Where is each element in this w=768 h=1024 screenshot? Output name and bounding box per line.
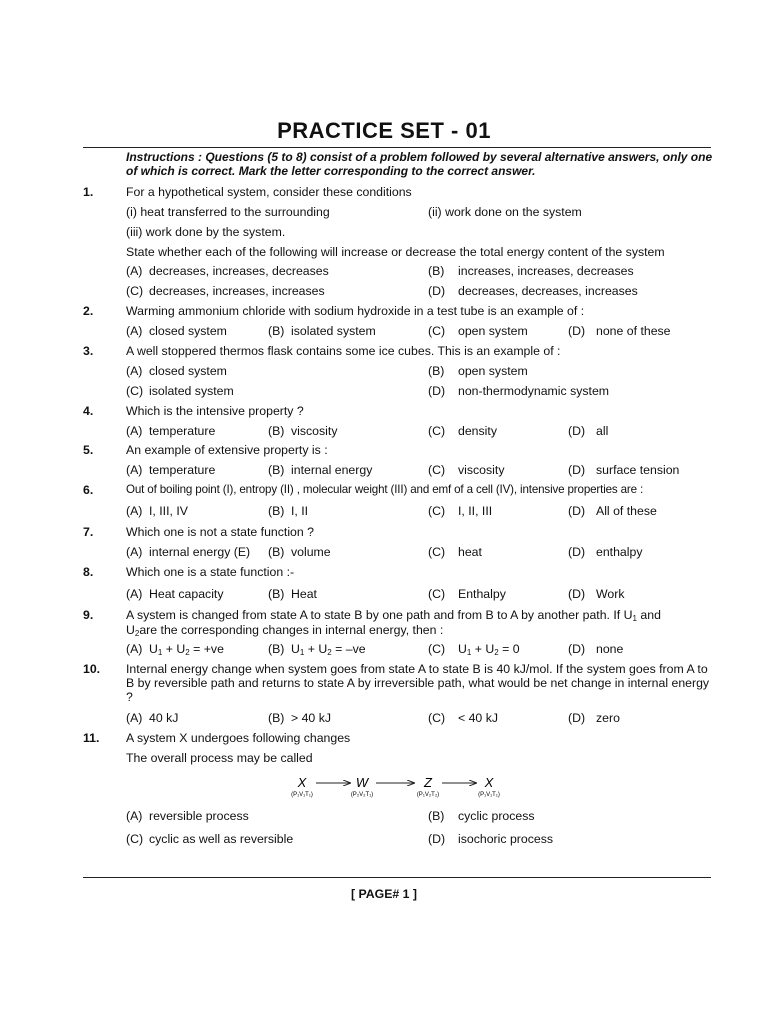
option-a: (A) decreases, increases, decreases [126,264,329,278]
process-state: Z [424,775,432,790]
option-a: (A) reversible process [126,809,249,823]
question-number: 3. [83,344,94,358]
option-d: (D) none of these [568,324,671,338]
question-text: A well stoppered thermos flask contains some ice cubes. This is an example of : [126,344,561,358]
question-number: 2. [83,304,94,318]
process-state-sub: (P₁V₁T₁) [478,792,500,798]
question-text: Which one is a state function :- [126,565,295,579]
question-text: A system X undergoes following changes [126,731,351,745]
option-d: (D) none [568,642,624,656]
question-prompt: The overall process may be called [126,751,313,765]
question-text: Which one is not a state function ? [126,525,314,539]
question-number: 5. [83,443,94,457]
question-number: 1. [83,185,94,199]
option-b: (B) isolated system [268,324,376,338]
option-c: (C) $U_1 + U_2 = 0$ [428,642,520,657]
option-c: (C) I, II, III [428,504,493,518]
option-c: (C) density [428,424,497,438]
option-c: (C) cyclic as well as reversible [126,832,294,846]
question-text: Internal energy change when system goes from state A to state B is 40 kJ/mol. If the system goes from A to B by reversible path and returns to state A by irreversible path, what would be net change in internal energy ? [126,662,710,704]
question-text-continued: $U_2are$ the corresponding changes in internal energy, then : [126,623,444,638]
option-d: (D) all [568,424,609,438]
option-a: (A) closed system [126,324,227,338]
title-divider [83,147,711,148]
option-d: (D) All of these [568,504,657,518]
process-state-sub: (P₁V₁T₁) [291,792,313,798]
question-text: Out of boiling point (I), entropy (II) , molecular weight (III) and emf of a cell (IV), intensive properties are : [126,483,644,496]
option-d: (D) surface tension [568,463,680,477]
option-d: (D) decreases, decreases, increases [428,284,638,298]
option-c: (C) Enthalpy [428,587,506,601]
option-c: (C) decreases, increases, increases [126,284,325,298]
option-b: (B) open system [428,364,528,378]
process-state-sub: (P₁V₂T₂) [416,792,440,798]
option-a: (A) temperature [126,424,216,438]
option-b: (B) internal energy [268,463,373,477]
question-number: 4. [83,404,94,418]
option-a: (A) 40 kJ [126,711,179,725]
option-b: (B) volume [268,545,331,559]
question-text: For a hypothetical system, consider these conditions [126,185,412,199]
process-state: X [297,775,307,790]
option-d: (D) Work [568,587,625,601]
process-state-sub: (P₂V₂T₁) [350,792,374,798]
condition-item: (iii) work done by the system. [126,225,286,239]
page-title: PRACTICE SET - 01 [277,118,491,143]
option-b: (B) increases, increases, decreases [428,264,634,278]
option-d: (D) isochoric process [428,832,553,846]
question-number: 6. [83,483,94,497]
condition-item: (ii) work done on the system [428,205,582,219]
condition-item: (i) heat transferred to the surrounding [126,205,330,219]
process-diagram [0,775,768,805]
option-c: (C) < 40 kJ [428,711,498,725]
question-text: A system is changed from state A to state B by one path and from B to A by another path. If $U_1$ and [126,608,661,623]
question-number: 11. [83,731,100,745]
option-a: (A) closed system [126,364,227,378]
question-number: 9. [83,608,94,622]
question-text: An example of extensive property is : [126,443,328,457]
option-c: (C) viscosity [428,463,505,477]
question-number: 8. [83,565,94,579]
question-number: 7. [83,525,94,539]
option-d: (D) zero [568,711,620,725]
option-a: (A) $U_1 + U_2 = +ve$ [126,642,224,657]
option-b: (B) viscosity [268,424,338,438]
option-b: (B) I, II [268,504,309,518]
footer-divider [83,877,711,878]
option-d: (D) enthalpy [568,545,643,559]
option-b: (B) $U_1 + U_2 = -ve$ [268,642,366,657]
option-c: (C) isolated system [126,384,234,398]
instructions: Instructions : Questions (5 to 8) consist of a problem followed by several alternative answers, only one of which is correct. Mark the letter corresponding to the correct answer. [126,150,713,178]
option-b: (B) > 40 kJ [268,711,331,725]
page-number: [ PAGE# 1 ] [350,887,418,901]
option-a: (A) Heat capacity [126,587,224,601]
option-a: (A) temperature [126,463,216,477]
process-state: X [484,775,494,790]
option-b: (B) cyclic process [428,809,535,823]
process-state: W [355,775,369,790]
question-number: 10. [83,662,101,676]
option-b: (B) Heat [268,587,317,601]
option-d: (D) non-thermodynamic system [428,384,610,398]
option-a: (A) internal energy (E) [126,545,251,559]
question-prompt: State whether each of the following will increase or decrease the total energy content of the system [126,245,665,259]
question-text: Which is the intensive property ? [126,404,304,418]
option-c: (C) open system [428,324,528,338]
option-c: (C) heat [428,545,482,559]
option-a: (A) I, III, IV [126,504,188,518]
question-text: Warming ammonium chloride with sodium hydroxide in a test tube is an example of : [126,304,585,318]
